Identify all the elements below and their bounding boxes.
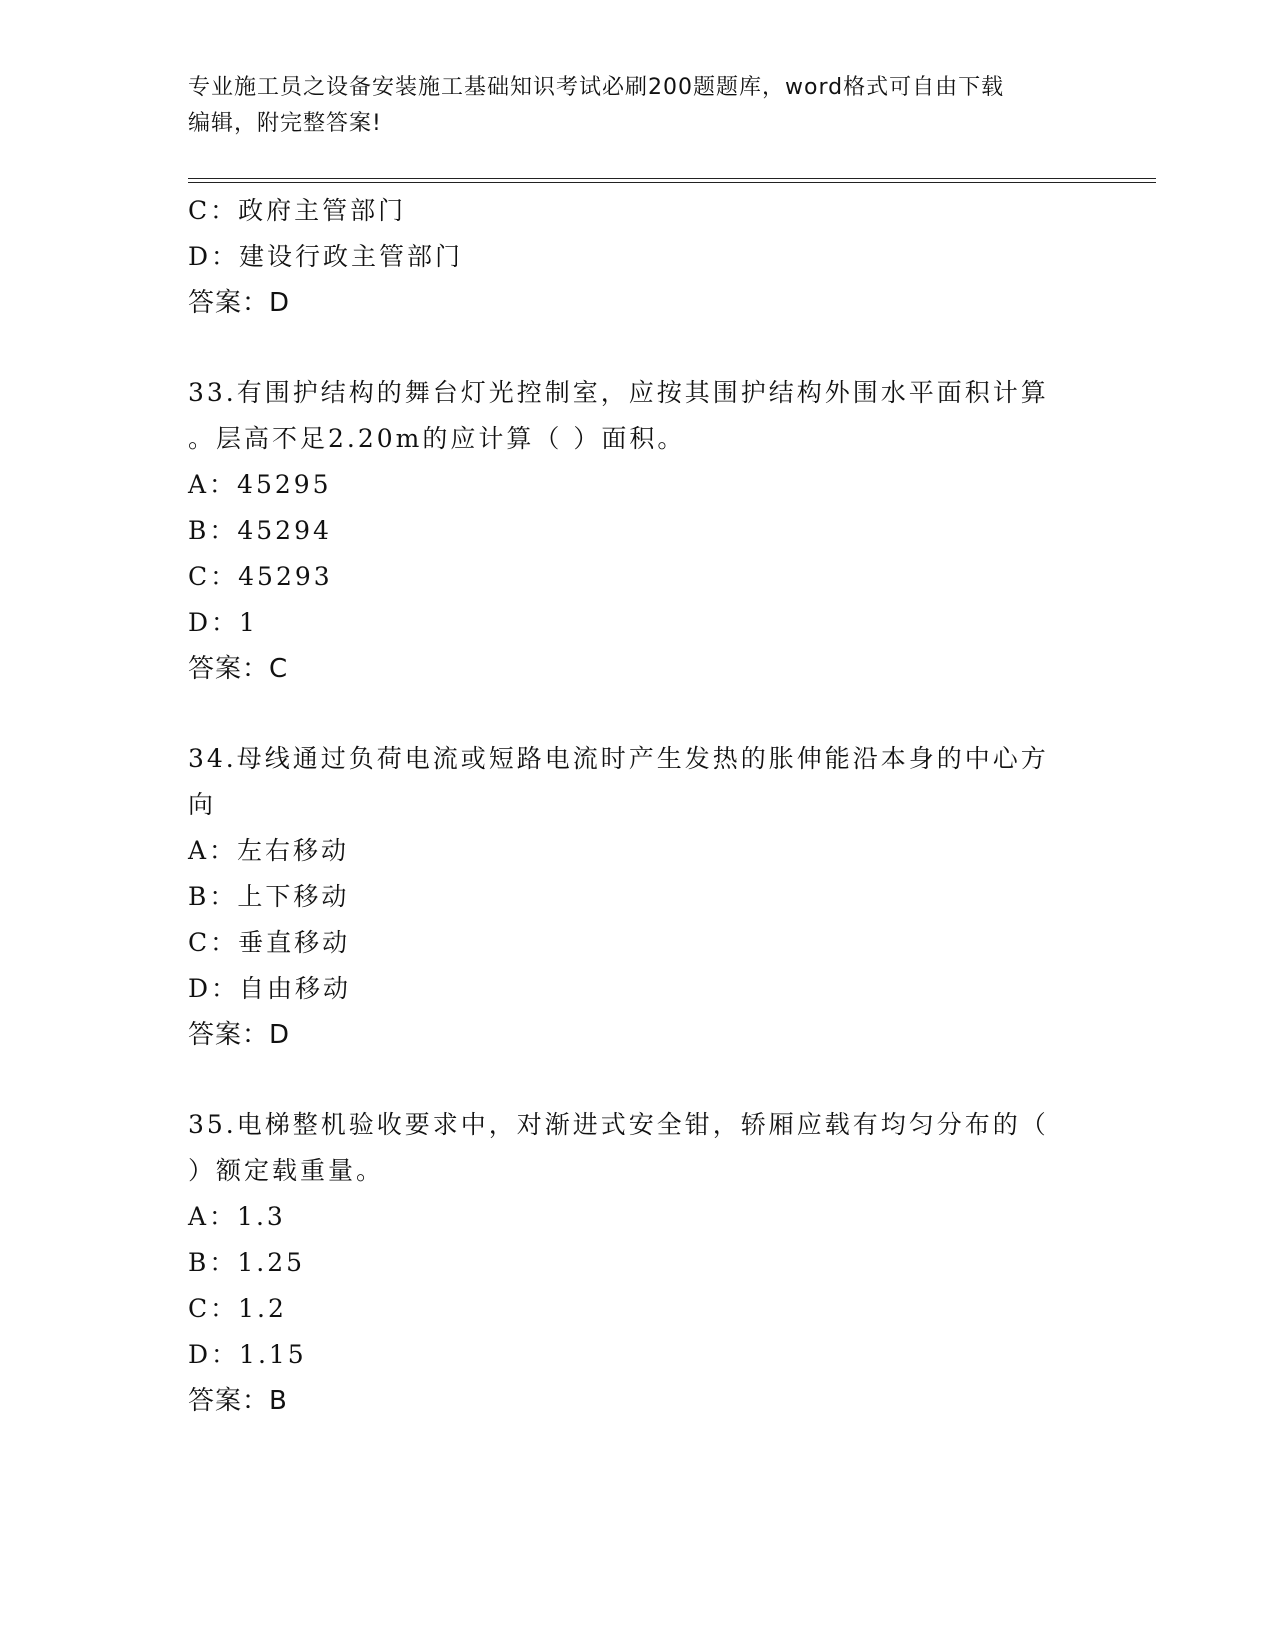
- option-c: C：45293: [188, 562, 333, 591]
- question-stem: 34.母线通过负荷电流或短路电流时产生发热的胀伸能沿本身的中心方: [188, 744, 1049, 773]
- answer: 答案：C: [188, 654, 289, 684]
- spacer: [188, 326, 1088, 370]
- question-32-tail: [188, 188, 1088, 326]
- option-a: A：45295: [188, 470, 332, 499]
- option-d: D：1: [188, 608, 258, 637]
- option-a: A：左右移动: [188, 836, 350, 865]
- option-b: B：1.25: [188, 1248, 306, 1277]
- question-list: [188, 188, 1088, 1424]
- question-stem-continued: ）额定载重量。: [188, 1156, 385, 1185]
- option-c: C：1.2: [188, 1294, 287, 1323]
- header-title-line-2: 编辑，附完整答案!: [188, 111, 382, 136]
- spacer: [188, 692, 1088, 736]
- spacer: [188, 1058, 1088, 1102]
- option-b: B：上下移动: [188, 882, 350, 911]
- question-stem-continued: 向: [188, 790, 217, 819]
- option-a: A：1.3: [188, 1202, 286, 1231]
- option-d: D：1.15: [188, 1340, 307, 1369]
- document-header: [188, 70, 1088, 142]
- question-stem: 35.电梯整机验收要求中，对渐进式安全钳，轿厢应载有均匀分布的（: [188, 1110, 1049, 1139]
- option-c: C：政府主管部门: [188, 196, 407, 225]
- answer: 答案：D: [188, 288, 291, 318]
- question-33: [188, 370, 1088, 692]
- option-b: B：45294: [188, 516, 332, 545]
- header-divider: [188, 178, 1156, 183]
- header-title-line-1: 专业施工员之设备安装施工基础知识考试必刷200题题库，word格式可自由下载: [188, 75, 1005, 100]
- question-stem: 33.有围护结构的舞台灯光控制室，应按其围护结构外围水平面积计算: [188, 378, 1049, 407]
- answer: 答案：B: [188, 1386, 288, 1416]
- option-c: C：垂直移动: [188, 928, 351, 957]
- answer: 答案：D: [188, 1020, 291, 1050]
- question-stem-continued: 。层高不足2.20m的应计算（ ）面积。: [188, 424, 686, 453]
- option-d: D：自由移动: [188, 974, 352, 1003]
- option-d: D：建设行政主管部门: [188, 242, 464, 271]
- question-35: [188, 1102, 1088, 1424]
- question-34: [188, 736, 1088, 1058]
